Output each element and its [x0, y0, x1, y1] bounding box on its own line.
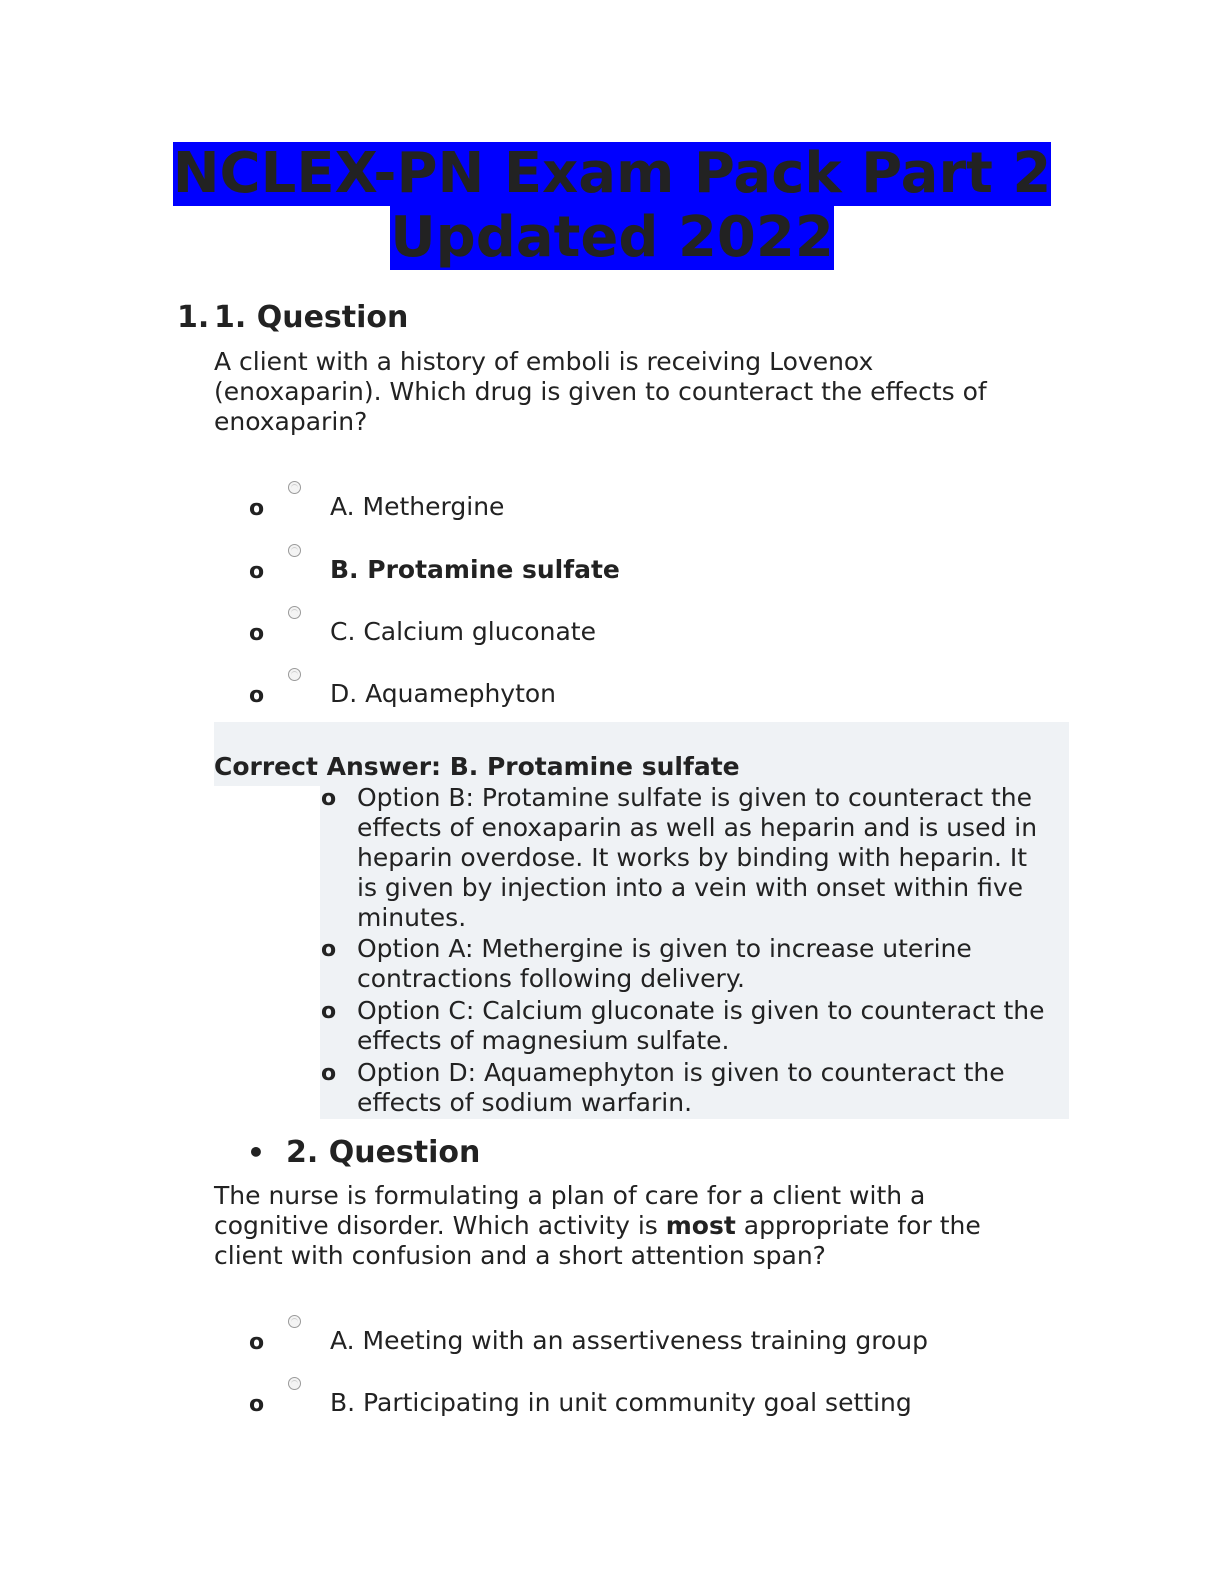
question-1-text [214, 347, 987, 437]
option-marker: o [249, 1392, 265, 1417]
option-b-label[interactable]: B. Protamine sulfate [330, 555, 620, 584]
explanation-marker: o [321, 937, 337, 962]
option-d-label[interactable]: D. Aquamephyton [330, 679, 557, 708]
option-b-label[interactable]: B. Participating in unit community goal setting [330, 1388, 912, 1417]
question-2-text-line: The nurse is formulating a plan of care for a client with a [214, 1181, 926, 1210]
option-marker: o [249, 1330, 265, 1355]
question-1-text-line: enoxaparin? [214, 407, 368, 436]
question-1-text-line: (enoxaparin). Which drug is given to counteract the effects of [214, 377, 987, 406]
question-2-text-segment: appropriate for the [735, 1211, 981, 1240]
radio-button-b[interactable] [288, 1377, 301, 1390]
option-marker: o [249, 683, 265, 708]
explanation-line: Option B: Protamine sulfate is given to counteract the [357, 783, 1032, 812]
explanation-option-c [357, 996, 1045, 1056]
explanation-line: Option C: Calcium gluconate is given to counteract the [357, 996, 1045, 1025]
option-a-label[interactable]: A. Methergine [330, 492, 505, 521]
option-marker: o [249, 559, 265, 584]
question-2-text-segment: cognitive disorder. Which activity is [214, 1211, 666, 1240]
explanation-line: is given by injection into a vein with onset within five [357, 873, 1024, 902]
option-c-label[interactable]: C. Calcium gluconate [330, 617, 596, 646]
explanation-marker: o [321, 1061, 337, 1086]
explanation-marker: o [321, 786, 337, 811]
explanation-line: Option A: Methergine is given to increase uterine [357, 934, 972, 963]
question-1-heading: 1. Question [214, 300, 409, 335]
title-line-1: NCLEX-PN Exam Pack Part 2 [172, 141, 1052, 206]
explanation-option-a [357, 934, 972, 994]
radio-button-d[interactable] [288, 668, 301, 681]
explanation-line: Option D: Aquamephyton is given to counteract the [357, 1058, 1005, 1087]
document-title [0, 142, 1224, 270]
explanation-line: minutes. [357, 903, 467, 932]
question-2-text [214, 1181, 981, 1271]
option-marker: o [249, 496, 265, 521]
title-line-2: Updated 2022 [390, 205, 834, 270]
explanation-option-b [357, 783, 1037, 933]
radio-button-a[interactable] [288, 481, 301, 494]
question-2-bullet: • [247, 1136, 265, 1169]
explanation-line: effects of sodium warfarin. [357, 1088, 693, 1117]
explanation-line: heparin overdose. It works by binding with heparin. It [357, 843, 1028, 872]
question-2-text-line [214, 1211, 981, 1241]
option-marker: o [249, 621, 265, 646]
correct-answer: Correct Answer: B. Protamine sulfate [214, 752, 740, 781]
option-a-label[interactable]: A. Meeting with an assertiveness training group [330, 1326, 928, 1355]
explanation-line: effects of enoxaparin as well as heparin and is used in [357, 813, 1038, 842]
radio-button-b[interactable] [288, 544, 301, 557]
explanation-line: contractions following delivery. [357, 964, 746, 993]
question-2-emphasis: most [665, 1211, 736, 1240]
explanation-marker: o [321, 999, 337, 1024]
explanation-line: effects of magnesium sulfate. [357, 1026, 730, 1055]
question-1-number: 1. [177, 300, 210, 335]
radio-button-c[interactable] [288, 606, 301, 619]
question-2-text-line: client with confusion and a short attention span? [214, 1241, 826, 1270]
radio-button-a[interactable] [288, 1315, 301, 1328]
question-1-text-line: A client with a history of emboli is receiving Lovenox [214, 347, 874, 376]
question-2-heading: 2. Question [286, 1135, 481, 1170]
explanation-option-d [357, 1058, 1005, 1118]
